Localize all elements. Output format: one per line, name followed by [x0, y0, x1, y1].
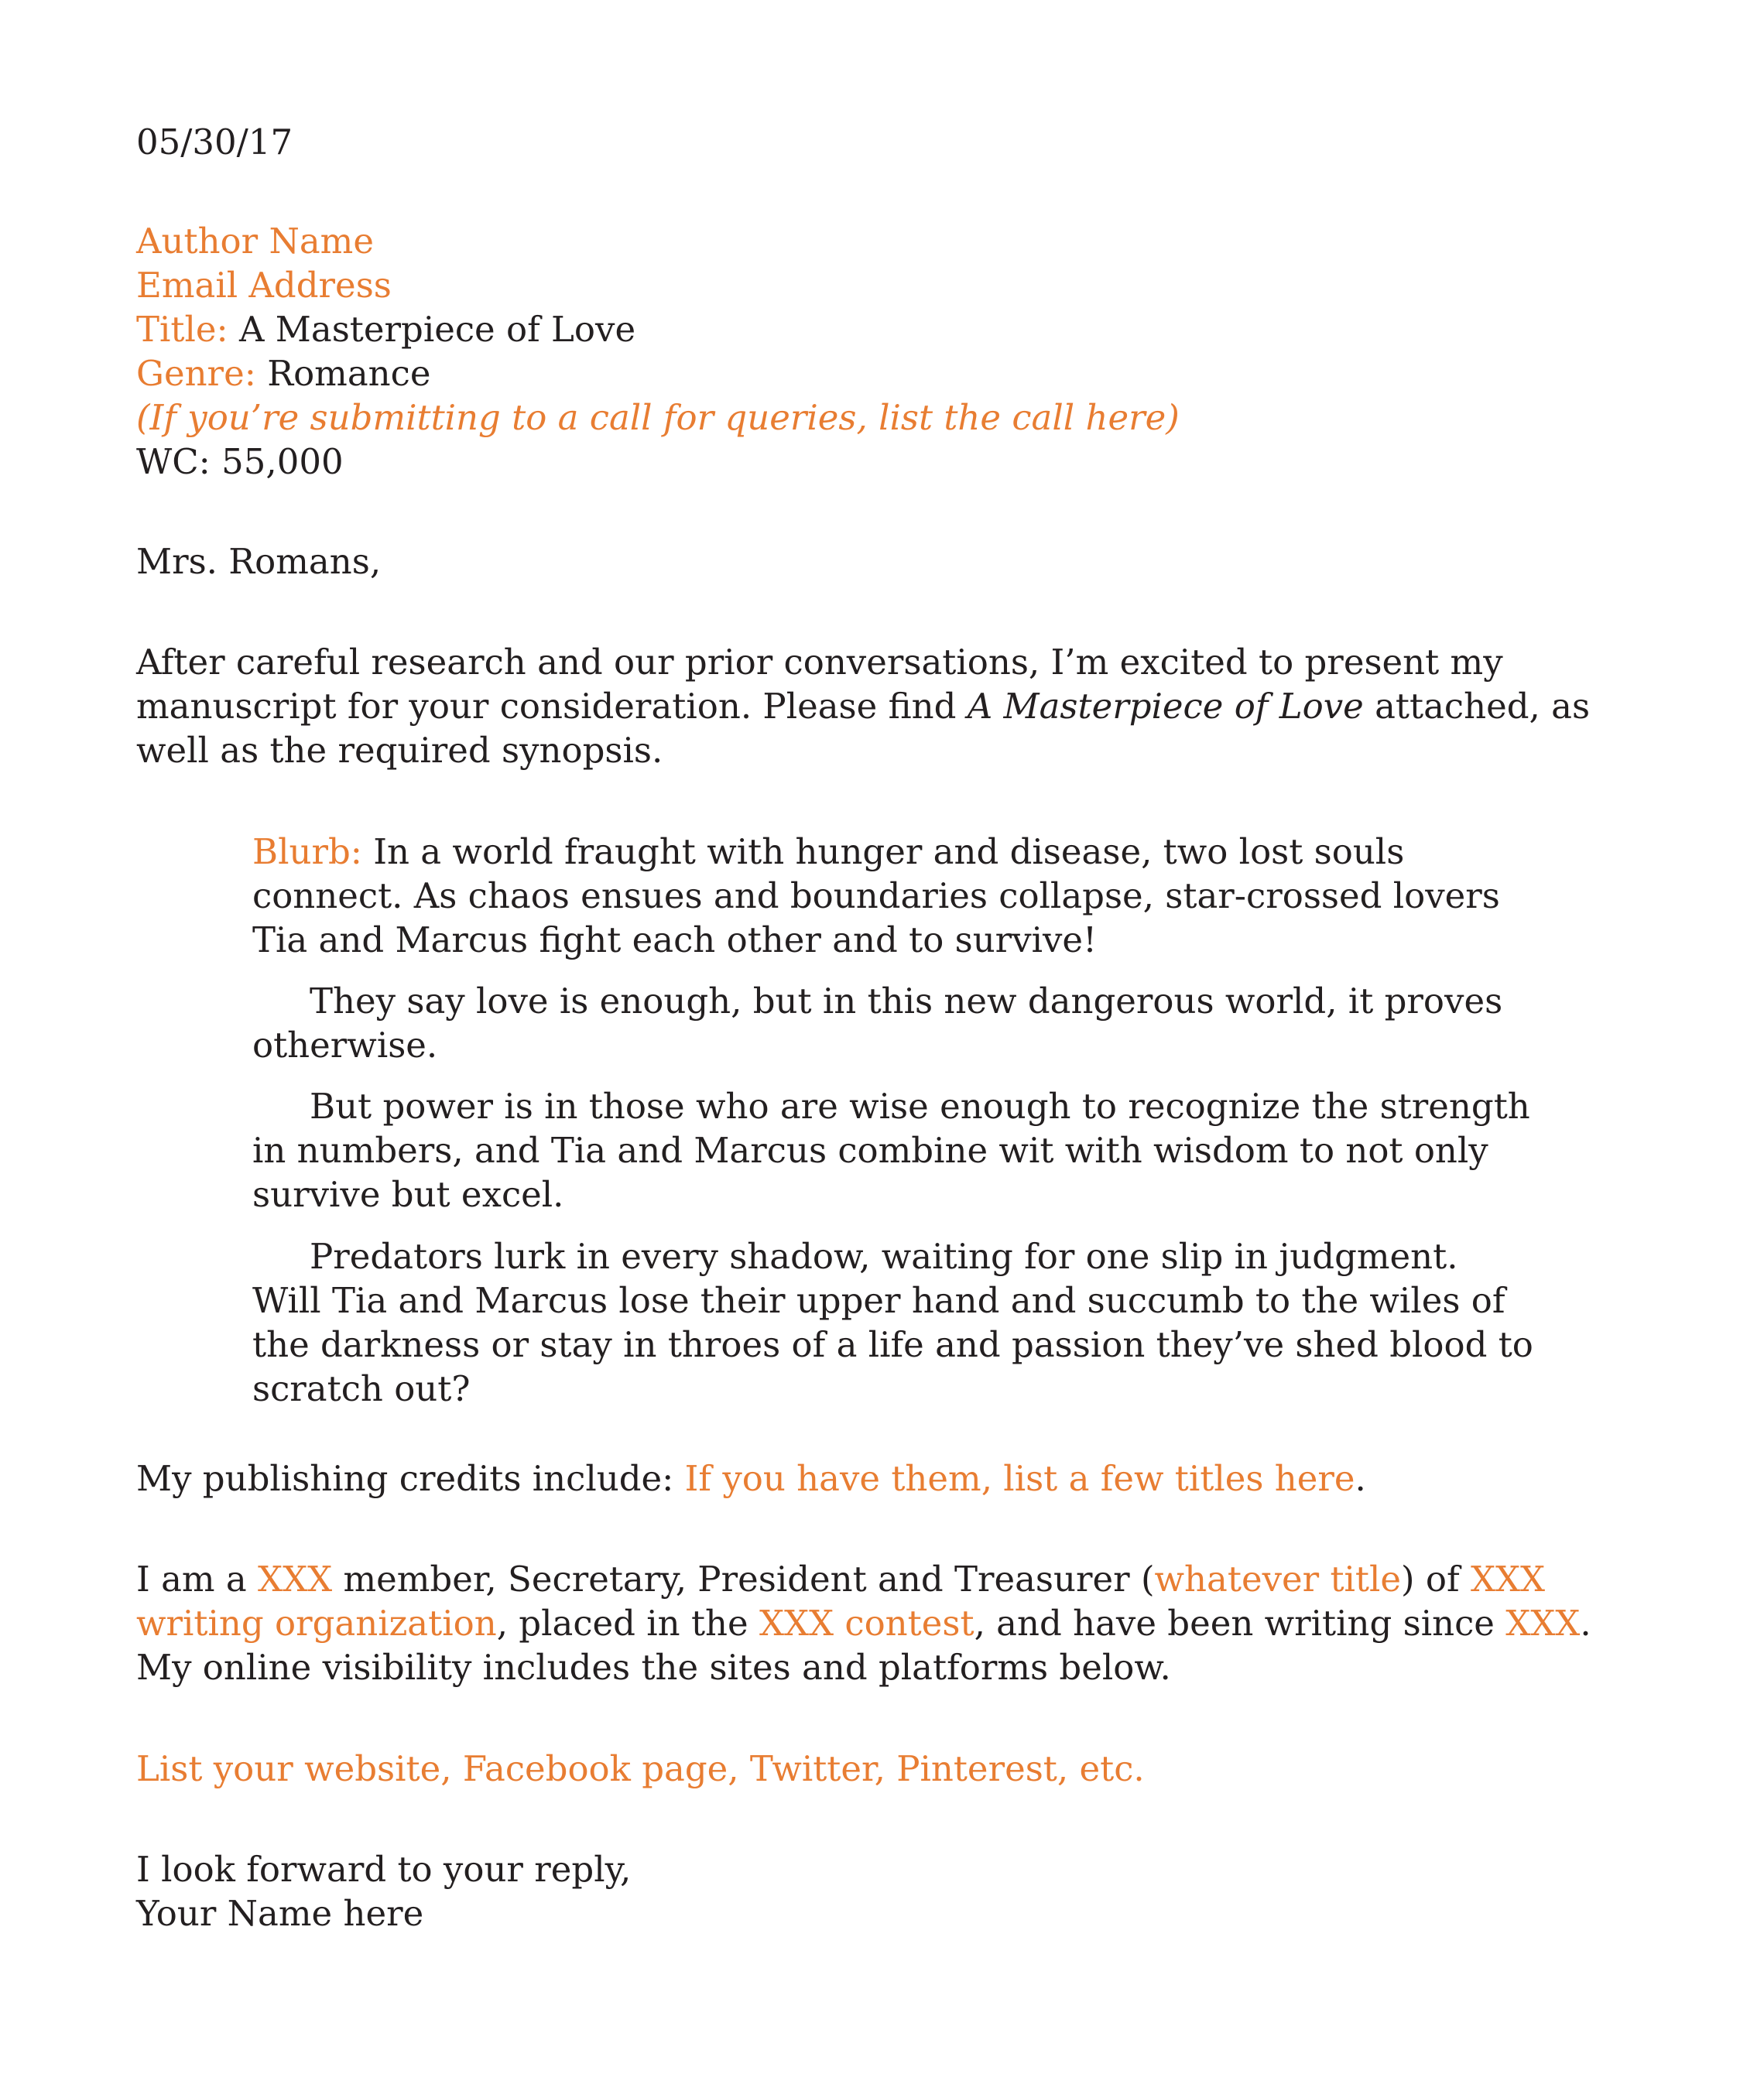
intro-book-title: A Masterpiece of Love — [967, 686, 1364, 727]
online-placeholder: List your website, Facebook page, Twitter, Pinterest, etc. — [136, 1748, 1145, 1789]
credits-suffix: . — [1355, 1458, 1366, 1499]
bio-t4: , placed in the — [496, 1603, 759, 1644]
closing — [136, 1847, 1653, 1935]
genre-label: Genre: — [136, 353, 256, 394]
word-count: WC: 55,000 — [136, 441, 344, 482]
blurb-section — [252, 830, 1537, 962]
credits-text — [136, 1456, 1653, 1501]
bio-paragraph — [136, 1557, 1653, 1689]
bio-t5: , and have been writing since — [974, 1603, 1506, 1644]
blurb-paragraph-4: Predators lurk in every shadow, waiting for one slip in judgment. Will Tia and Marcus lose their upper hand and succumb to the wiles of the darkness or stay in throes of a life and passion they’ve shed blood to scratch out? — [252, 1236, 1533, 1409]
bio-t3: ) of — [1401, 1559, 1471, 1600]
date-text: 05/30/17 — [136, 121, 293, 163]
title-label: Title: — [136, 309, 228, 350]
letter-date — [136, 120, 1653, 164]
intro-text — [136, 640, 1653, 772]
blurb-section-2 — [252, 979, 1537, 1067]
blurb-paragraph-2: They say love is enough, but in this new dangerous world, it proves otherwise. — [252, 981, 1503, 1066]
email-address: Email Address — [136, 265, 392, 306]
online-presence — [136, 1747, 1653, 1791]
bio-text — [136, 1557, 1653, 1689]
blurb-section-4 — [252, 1234, 1537, 1411]
genre-value: Romance — [267, 353, 431, 394]
credits-placeholder: If you have them, list a few titles here — [684, 1458, 1355, 1499]
salutation-text: Mrs. Romans, — [136, 541, 382, 582]
letter-header — [136, 219, 1653, 484]
title-value: A Masterpiece of Love — [239, 309, 636, 350]
salutation — [136, 539, 1653, 584]
intro-paragraph — [136, 640, 1653, 772]
bio-membership-placeholder: XXX — [258, 1559, 333, 1600]
closing-line: I look forward to your reply, — [136, 1849, 632, 1890]
bio-t6: . My online visibility includes the sites and platforms below. — [136, 1603, 1591, 1688]
genre-line — [136, 351, 1653, 395]
title-line — [136, 307, 1653, 351]
bio-title-placeholder: whatever title — [1154, 1559, 1402, 1600]
credits-prefix: My publishing credits include: — [136, 1458, 685, 1499]
bio-t1: I am a — [136, 1559, 259, 1600]
intro-part1: After careful research and our prior conversations, I’m excited to present my manuscript for your consideration. Please find — [136, 642, 1503, 727]
call-note: (If you’re submitting to a call for queries, list the call here) — [136, 397, 1180, 438]
bio-t2: member, Secretary, President and Treasurer ( — [332, 1559, 1155, 1600]
bio-year-placeholder: XXX — [1505, 1603, 1581, 1644]
signature-name: Your Name here — [136, 1893, 424, 1934]
blurb-paragraph-1 — [252, 830, 1537, 962]
bio-contest-placeholder: XXX contest — [759, 1603, 974, 1644]
blurb-label: Blurb: — [252, 831, 362, 872]
author-name: Author Name — [136, 221, 374, 262]
blurb-p1: In a world fraught with hunger and disease, two lost souls connect. As chaos ensues and boundaries collapse, star-crossed lovers Tia and Marcus fight each other and to survive! — [252, 831, 1500, 960]
credits-paragraph — [136, 1456, 1653, 1501]
bio-organization-placeholder: XXX writing organization — [136, 1559, 1546, 1644]
blurb-section-3 — [252, 1084, 1537, 1217]
blurb-paragraph-3: But power is in those who are wise enough to recognize the strength in numbers, and Tia and Marcus combine wit with wisdom to not only survive but excel. — [252, 1086, 1530, 1215]
intro-part2: attached, as well as the required synopsis. — [136, 686, 1591, 771]
